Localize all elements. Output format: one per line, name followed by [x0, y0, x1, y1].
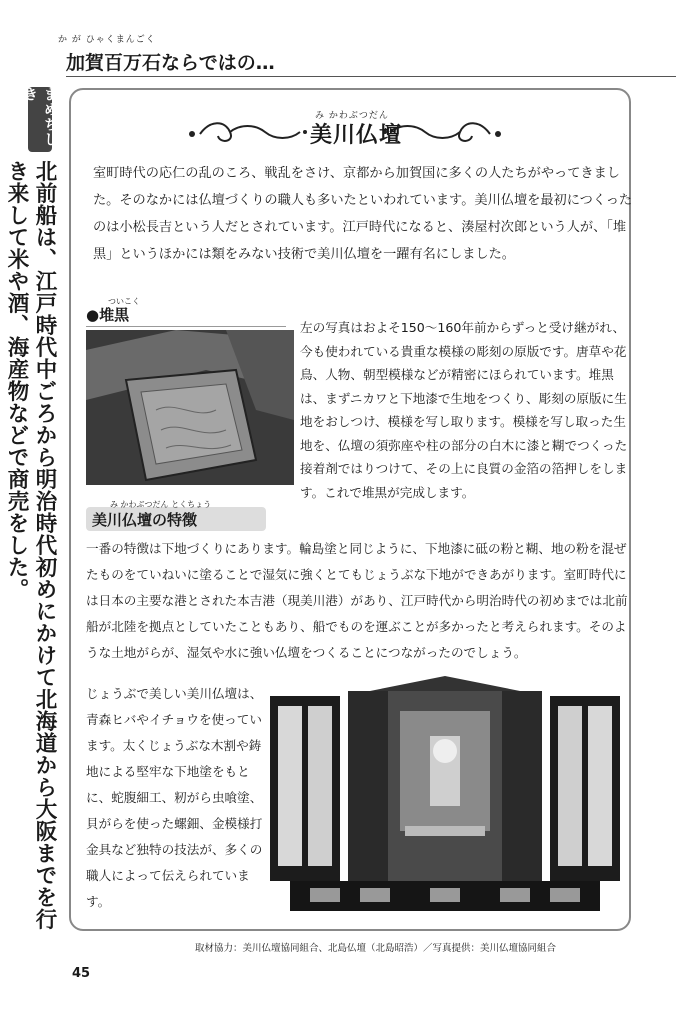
article-title: 美川仏壇 [310, 123, 403, 148]
header-rule [66, 76, 676, 77]
butsudan-photo [270, 676, 620, 918]
section2-heading: 美川仏壇の特徴 [92, 511, 198, 529]
sidebar-note: 北前船は、江戸時代中ごろから明治時代初めにかけて北海道から大阪までを行き来して米や酒、海産物などで商売をした。 [4, 160, 57, 930]
section1-rule [86, 326, 286, 327]
section2-ruby: み かわぶつだん とくちょう [110, 500, 212, 509]
page-number: 45 [72, 966, 91, 981]
intro-paragraph: 室町時代の応仁の乱のころ、戦乱をさけ、京都から加賀国に多くの人たちがやってきました。そのなかには仏壇づくりの職人も多いたといわれています。美川仏壇を最初につくったのは小松長吉という人だとされています。江戸時代になると、湊屋村次郎という人が、「堆黒」というほかには類をみない技術で美川仏壇を一躍有名にしました。 [93, 166, 633, 262]
section1-heading: ●堆黒 [86, 306, 130, 324]
section3-body: じょうぶで美しい美川仏壇は、青森ヒバやイチョウを使っています。太くじょうぶな木割や鋳地による堅牢な下地塗をもとに、蛇腹細工、籾がら虫喰塗、貝がらを使った螺鈿、金模様打金具など独特の技法が、多くの職人によって伝えられています。 [86, 686, 263, 909]
section1-body: 左の写真はおよそ150〜160年前からずっと受け継がれ、今も使われている貴重な模様の彫刻の原版です。唐草や花鳥、人物、朝型模様などが精密にほられています。堆黒は、まずニカワと下地漆で生地をつくり、彫刻の原版に生地をおしつけ、模様を写し取ります。模様を写し取った生地を、仏壇の須弥座や柱の部分の白木に漆と糊でつくった接着剤ではりつけて、その上に良質の金箔の箔押しをします。これで堆黒が完成します。 [300, 320, 628, 500]
title-ruby: み かわぶつだん [315, 111, 389, 121]
photo-credits: 取材協力：美川仏壇協同組合、北島仏壇（北島昭浩）／写真提供：美川仏壇協同組合 [195, 943, 557, 954]
sidebar-tab: まめちしき [28, 87, 52, 152]
header-ruby: か が ひゃくまんごく [58, 35, 156, 45]
carving-plate-photo [86, 330, 294, 485]
section2-body: 一番の特徴は下地づくりにあります。輪島塗と同じように、下地漆に砥の粉と糊、地の粉を混ぜたものをていねいに塗ることで湿気に強くとてもじょうぶな下地ができあがります。室町時代には日本の主要な港とされた本吉港（現美川港）があり、江戸時代から明治時代の初めまでは北前船が北陸を拠点としていたこともあり、船でものを運ぶことが多かったと考えられます。そのような土地がらが、湿気や水に強い仏壇をつくることにつながったのでしょう。 [86, 541, 628, 660]
page-header-title: 加賀百万石ならではの… [66, 52, 275, 74]
section1-ruby: ついこく [108, 297, 140, 306]
